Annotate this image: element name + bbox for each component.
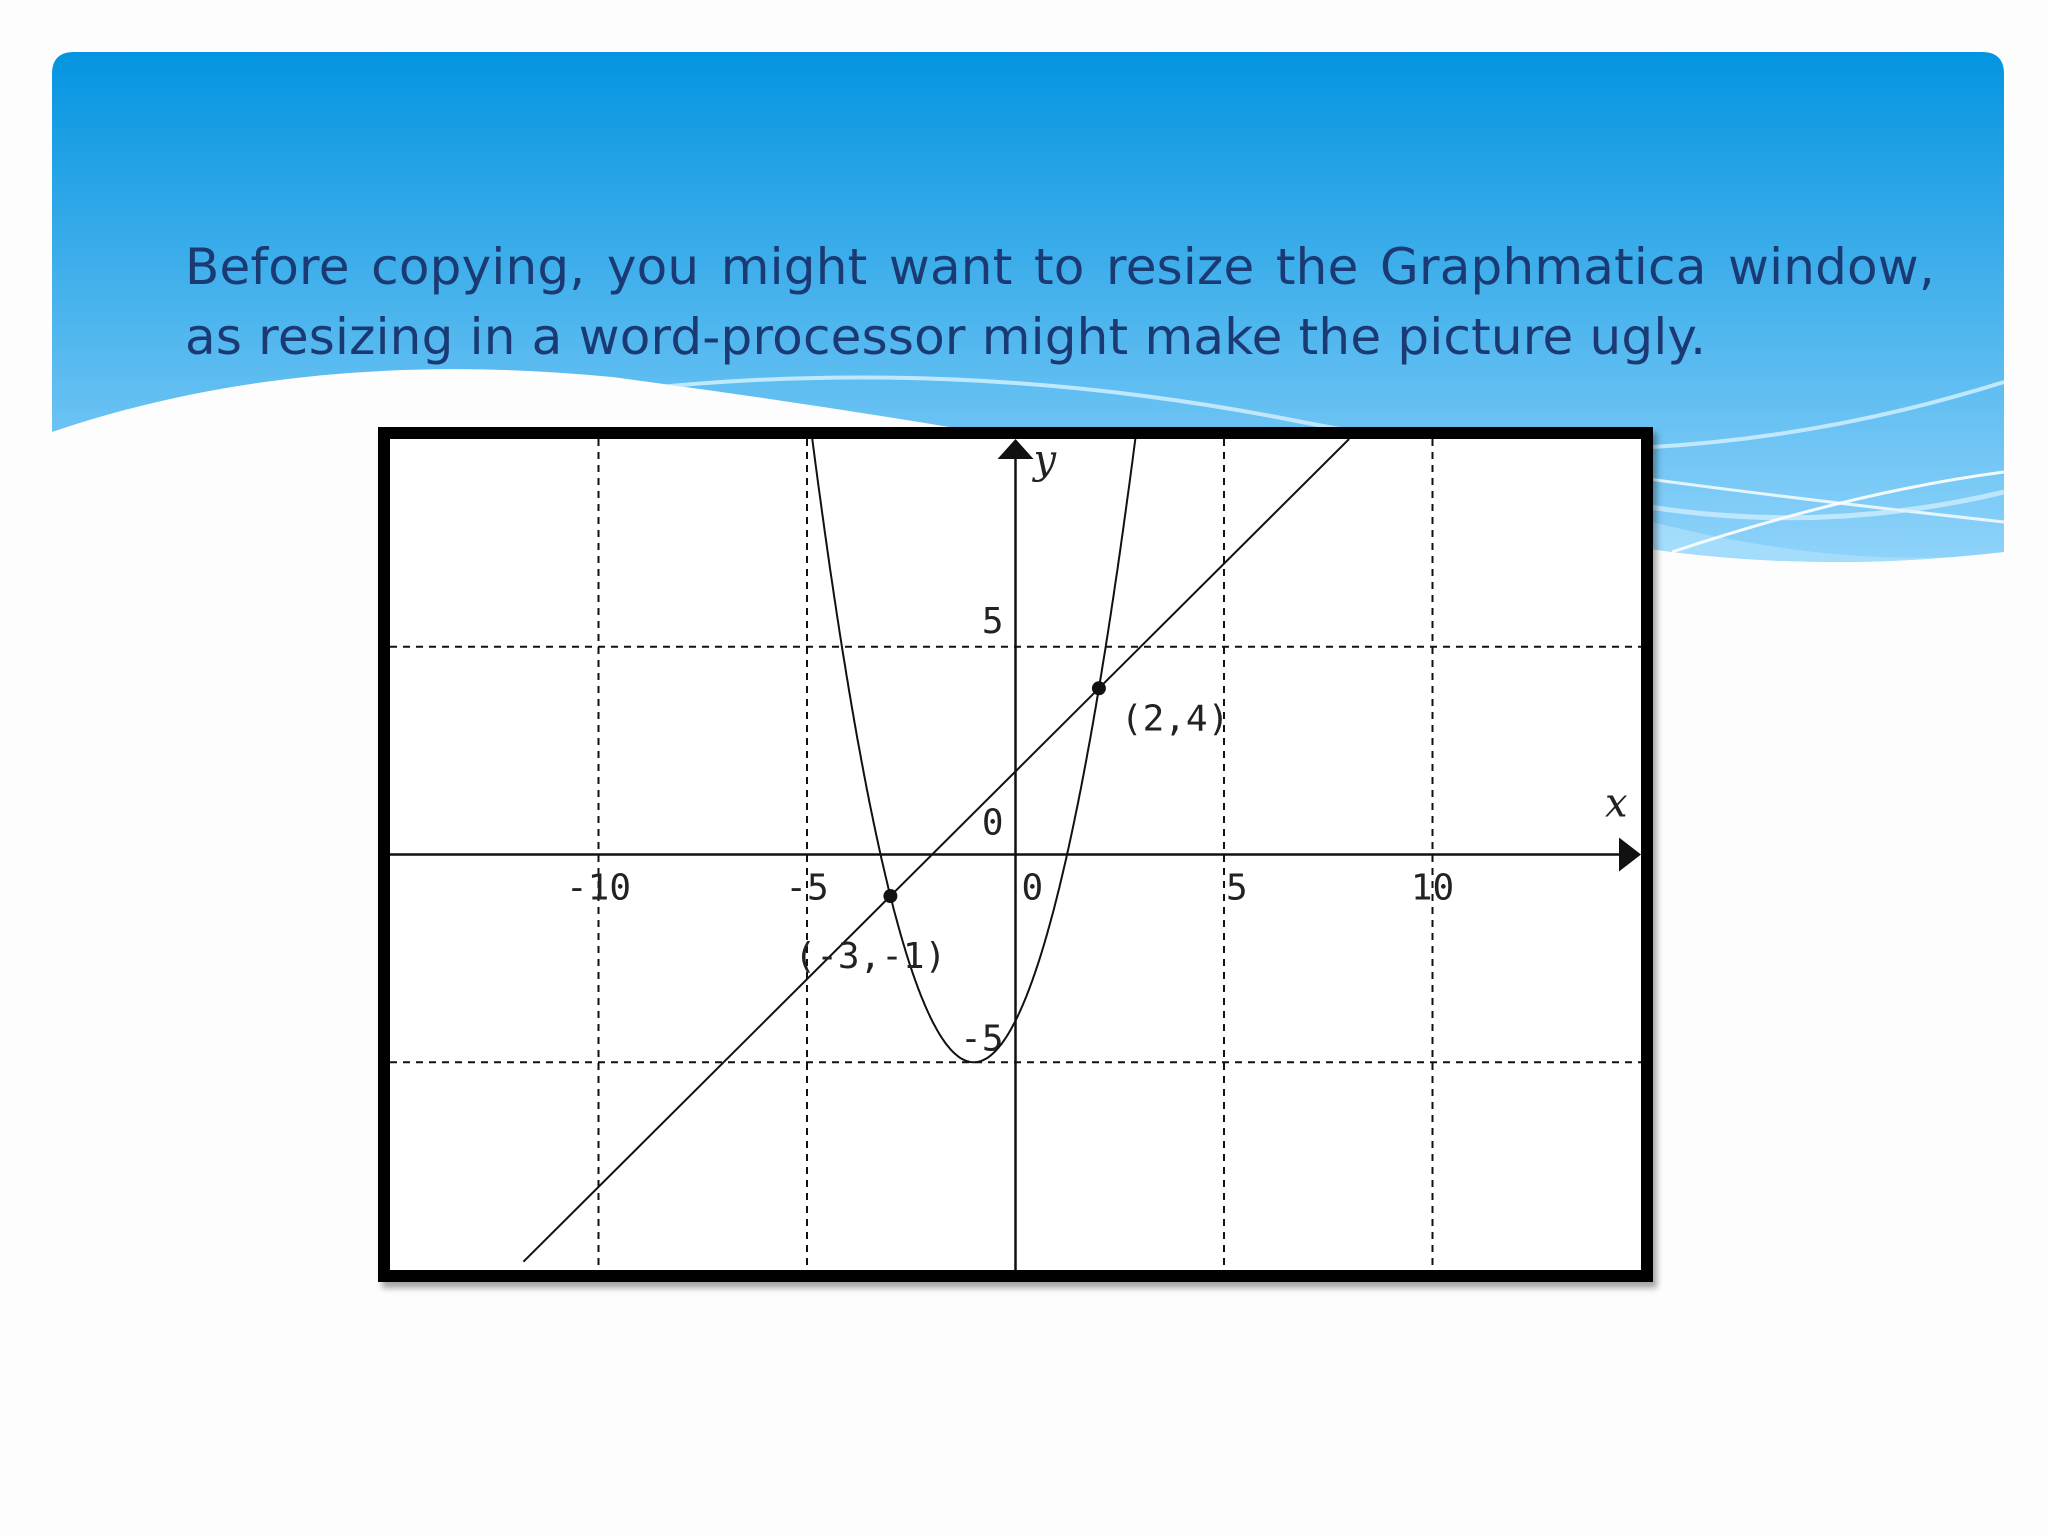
point-label: (-3,-1)	[794, 936, 947, 978]
graph-plot	[378, 427, 1653, 1282]
y-tick-label: -5	[960, 1018, 1004, 1060]
x-tick-label: -10	[565, 867, 632, 909]
x-tick-label: -5	[785, 867, 829, 909]
y-axis-arrow	[998, 439, 1034, 459]
intersection-point	[1092, 681, 1106, 695]
y-tick-label: 0	[981, 802, 1004, 844]
y-axis-label: y	[1033, 437, 1057, 483]
x-tick-label: 5	[1226, 867, 1248, 909]
x-axis-label: x	[1605, 780, 1628, 827]
graph-picture	[378, 427, 1653, 1282]
series-line	[523, 439, 1349, 1262]
intersection-point	[883, 889, 897, 903]
x-tick-label: 0	[1021, 867, 1044, 909]
x-tick-label: 10	[1410, 867, 1455, 909]
x-axis-arrow	[1619, 838, 1641, 872]
y-tick-label: 5	[981, 600, 1004, 642]
bullet-text: Before copying, you might want to resize the Graphmatica window, as resizing in a word-processor might make the picture ugly.	[185, 238, 1935, 366]
point-label: (2,4)	[1120, 698, 1230, 740]
